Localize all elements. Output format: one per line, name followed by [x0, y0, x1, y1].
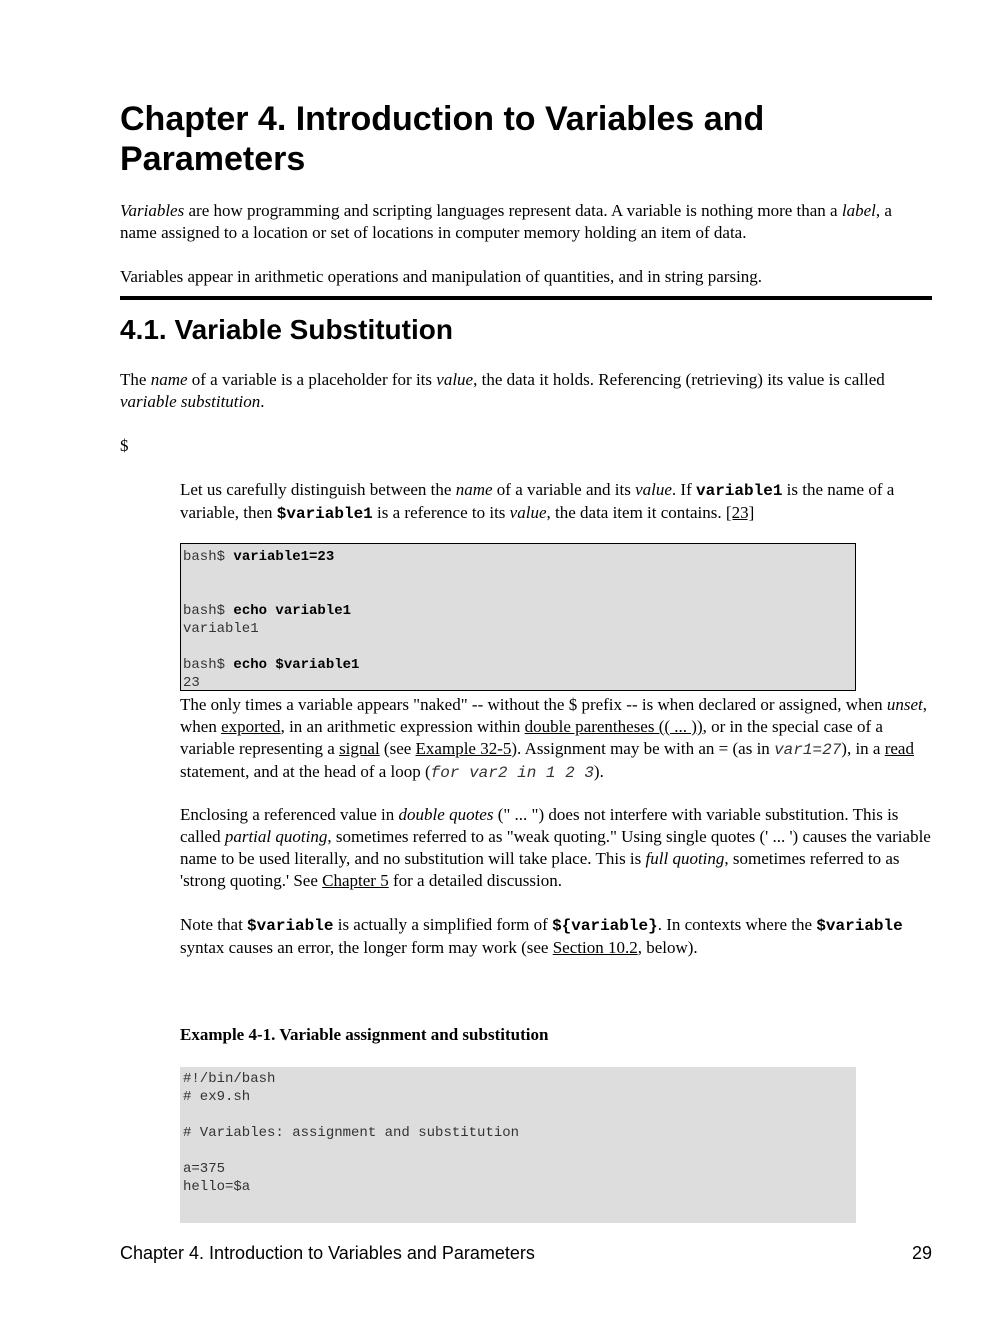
prompt: bash$: [183, 603, 234, 619]
code-for-loop: for var2 in 1 2 3: [430, 764, 594, 782]
link-read[interactable]: read: [884, 739, 914, 758]
term-name: name: [455, 480, 493, 499]
text: , the data item it contains.: [546, 503, 726, 522]
link-example-32-5[interactable]: Example 32-5: [415, 739, 512, 758]
text: , in an arithmetic expression within: [280, 717, 525, 736]
footer-title: Chapter 4. Introduction to Variables and Parameters: [120, 1243, 535, 1263]
intro-text-2: , a name assigned to a location or set of locations in computer memory holding an item of data.: [120, 201, 892, 242]
term-variable-substitution: variable substitution: [120, 392, 261, 411]
text: Enclosing a referenced value in: [180, 805, 399, 824]
note-paragraph: [180, 914, 932, 959]
text: for a detailed discussion.: [388, 871, 562, 890]
program-line: a=375: [183, 1161, 226, 1177]
link-double-parentheses[interactable]: double parentheses (( ... )): [524, 717, 703, 736]
code-dollar-variable1: $variable1: [276, 505, 373, 523]
term-double-quotes: double quotes: [398, 805, 494, 824]
text: Note that: [180, 915, 248, 934]
text: ).: [593, 762, 604, 781]
chapter-title: Chapter 4. Introduction to Variables and Parameters: [120, 100, 765, 178]
command: echo $variable1: [233, 657, 360, 673]
term-label: label: [841, 201, 876, 220]
distinguish-paragraph: [180, 479, 932, 525]
text: is actually a simplified form of: [333, 915, 553, 934]
text: . If: [671, 480, 696, 499]
screen-output-2: variable1: [183, 621, 259, 637]
text: is a reference to its: [372, 503, 510, 522]
intro-text: are how programming and scripting languages represent data. A variable is nothing more than a: [184, 201, 842, 220]
text: of a variable and its: [492, 480, 636, 499]
term-partial-quoting: partial quoting: [224, 827, 328, 846]
text: Let us carefully distinguish between the: [180, 480, 456, 499]
naked-paragraph: [180, 694, 932, 784]
term-value: value: [509, 503, 547, 522]
code-dollar-variable: $variable: [816, 917, 903, 935]
prompt: bash$: [183, 657, 234, 673]
command: echo variable1: [233, 603, 352, 619]
code-brace-variable: ${variable}: [552, 917, 658, 935]
screen-line-2: [183, 602, 351, 620]
program-listing: [180, 1067, 856, 1223]
text: The: [120, 370, 151, 389]
substitution-intro: [120, 369, 920, 413]
text: , when: [180, 695, 928, 736]
page-footer: [120, 1242, 932, 1264]
text: , or in the special case of a variable representing a: [180, 717, 883, 758]
program-line: hello=$a: [183, 1179, 251, 1195]
section-rule: [120, 296, 932, 300]
text: (" ... ") does not interfere with variable substitution. This is called: [180, 805, 899, 846]
screen-output-3: 23: [183, 675, 200, 691]
link-chapter-5[interactable]: Chapter 5: [322, 871, 389, 890]
code-dollar-variable: $variable: [247, 917, 334, 935]
code-variable1: variable1: [696, 482, 783, 500]
text: ). Assignment may be with an = (as in: [511, 739, 775, 758]
text: , sometimes referred to as 'strong quoting.' See: [180, 849, 900, 890]
example-title: Example 4-1. Variable assignment and substitution: [180, 1025, 549, 1044]
program-line: # Variables: assignment and substitution: [183, 1125, 520, 1141]
text: .: [260, 392, 265, 411]
term-value: value: [635, 480, 672, 499]
term-name: name: [150, 370, 188, 389]
text: syntax causes an error, the longer form may work (see: [180, 938, 553, 957]
text: The only times a variable appears "naked" -- without the $ prefix -- is when declared or assigned, when: [180, 695, 887, 714]
text: . In contexts where the: [657, 915, 817, 934]
text: , the data it holds. Referencing (retrieving) its value is called: [473, 370, 885, 389]
terminal-screen-block: [180, 543, 856, 691]
page-number: 29: [911, 1243, 932, 1263]
term-variables: Variables: [120, 201, 185, 220]
link-exported[interactable]: exported: [221, 717, 281, 736]
text: (see: [379, 739, 416, 758]
dollar-sign: $: [120, 436, 129, 455]
text: is the name of a variable, then: [180, 480, 895, 522]
program-line: #!/bin/bash: [183, 1071, 276, 1087]
text: ), in a: [841, 739, 885, 758]
program-line: # ex9.sh: [183, 1089, 251, 1105]
term-unset: unset: [886, 695, 923, 714]
link-signal[interactable]: signal: [339, 739, 380, 758]
term-value: value: [436, 370, 474, 389]
intro-paragraph: [120, 200, 920, 244]
quoting-paragraph: [180, 804, 932, 892]
text: statement, and at the head of a loop (: [180, 762, 431, 781]
section-title: 4.1. Variable Substitution: [120, 314, 453, 345]
term-full-quoting: full quoting: [645, 849, 725, 868]
footnote-link-23[interactable]: [23]: [725, 503, 755, 522]
prompt: bash$: [183, 549, 234, 565]
screen-line-1: [183, 548, 334, 566]
link-section-10-2[interactable]: Section 10.2: [552, 938, 638, 957]
text: of a variable is a placeholder for its: [187, 370, 437, 389]
text: , sometimes referred to as "weak quoting." Using single quotes (' ... ') causes the variable name to be used literally, and no substitution will take place. This is: [180, 827, 931, 868]
text: , below).: [637, 938, 698, 957]
intro-paragraph-2: Variables appear in arithmetic operations and manipulation of quantities, and in string parsing.: [120, 267, 763, 286]
code-var1: var1=27: [774, 741, 842, 759]
screen-line-3: [183, 656, 359, 674]
command: variable1=23: [233, 549, 335, 565]
